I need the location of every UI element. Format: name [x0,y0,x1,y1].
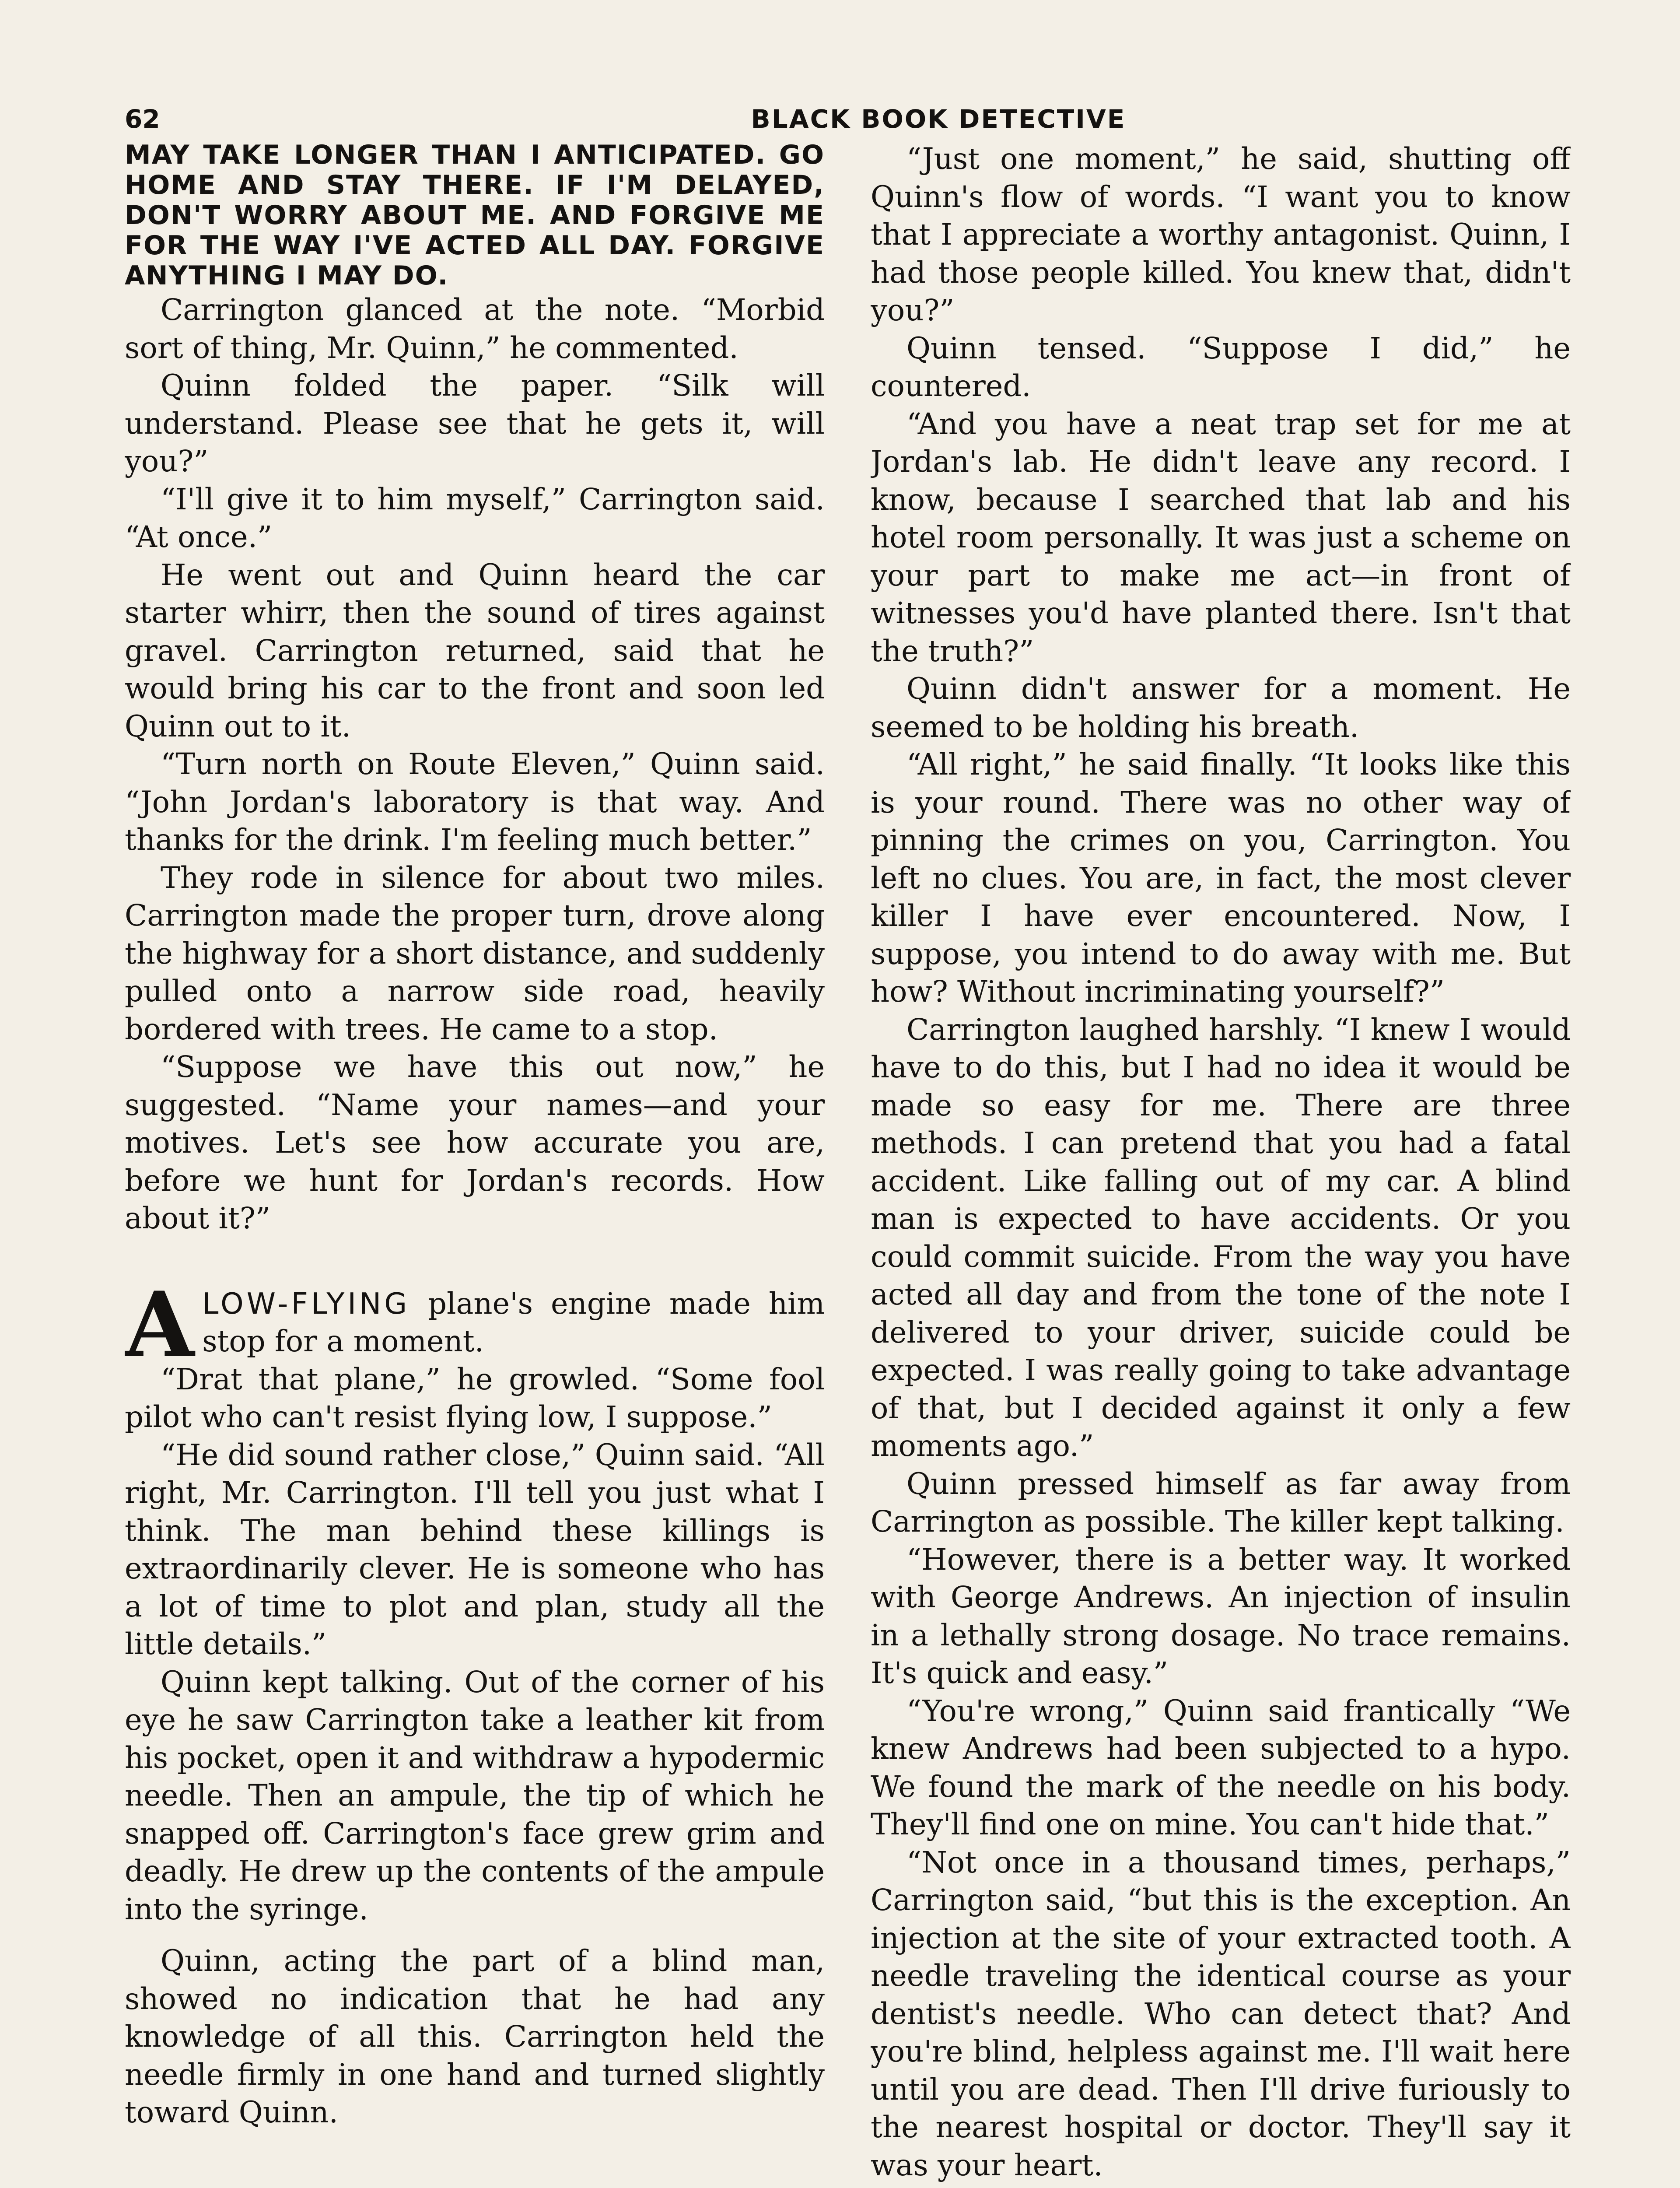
paragraph: Quinn tensed. “Suppose I did,” he countered. [871,331,1571,403]
right-column [871,140,1571,2188]
section-opening-paragraph [125,1272,825,1378]
paragraph: Quinn didn't answer for a moment. He seemed to be holding his breath. [871,672,1571,744]
paragraph: “All right,” he said finally. “It looks like this is your round. There was no other way of pinning the crimes on you, Carrington. You left no clues. You are, in fact, the most clever killer I have ever encountered. Now, I suppose, you intend to do away with me. But how? Without incriminating yourself?” [871,747,1571,1009]
page-header [125,104,1571,139]
note-text: MAY TAKE LONGER THAN I ANTICIPATED. GO HOME AND STAY THERE. IF I'M DELAYED, DON'T WORRY ABOUT ME. AND FORGIVE ME FOR THE WAY I'VE ACTED ALL DAY. FORGIVE ANYTHING I MAY DO. [125,140,825,291]
paragraph: They rode in silence for about two miles. Carrington made the proper turn, drove along the highway for a short distance, and suddenly pulled onto a narrow side road, heavily bordered with trees. He came to a stop. [125,860,825,1046]
left-column [125,140,825,2188]
paragraph: “However, there is a better way. It worked with George Andrews. An injection of insulin in a lethally strong dosage. No trace remains. It's quick and easy.” [871,1542,1571,1690]
drop-cap: A [125,1272,195,1378]
paragraph: “Turn north on Route Eleven,” Quinn said. “John Jordan's laboratory is that way. And thanks for the drink. I'm feeling much better.” [125,747,825,857]
paragraph: Quinn pressed himself as far away from Carrington as possible. The killer kept talking. [871,1466,1571,1539]
paragraph: Quinn, acting the part of a blind man, showed no indication that he had any knowledge of all this. Carrington held the needle firmly in one hand and turned slightly toward Quinn. [125,1944,825,2129]
paragraph: “He did sound rather close,” Quinn said. “All right, Mr. Carrington. I'll tell you just what I think. The man behind these killings is extraordinarily clever. He is someone who has a lot of time to plot and plan, study all the little details.” [125,1438,825,1661]
paragraph: “You're wrong,” Quinn said frantically “We knew Andrews had been subjected to a hypo. We found the mark of the needle on his body. They'll find one on mine. You can't hide that.” [871,1694,1571,1841]
paragraph: “Drat that plane,” he growled. “Some fool pilot who can't resist flying low, I suppose.” [125,1362,825,1434]
paragraph: Quinn folded the paper. “Silk will understand. Please see that he gets it, will you?” [125,368,825,478]
paragraph: Carrington glanced at the note. “Morbid sort of thing, Mr. Quinn,” he commented. [125,293,825,365]
paragraph: “Just one moment,” he said, shutting off Quinn's flow of words. “I want you to know that I appreciate a worthy antagonist. Quinn, I had those people killed. You knew that, didn't you?” [871,142,1571,327]
lead-in-caps: LOW-FLYING [202,1286,410,1321]
page-number: 62 [125,104,160,134]
opening-text: plane's engine made him stop for a moment. [202,1286,825,1358]
paragraph: “And you have a neat trap set for me at Jordan's lab. He didn't leave any record. I know, because I searched that lab and his hotel room personally. It was just a scheme on your part to make me act—in front of witnesses you'd have planted there. Isn't that the truth?” [871,407,1571,668]
paragraph: Quinn kept talking. Out of the corner of his eye he saw Carrington take a leather kit from his pocket, open it and withdraw a hypodermic needle. Then an ampule, the tip of which he snapped off. Carrington's face grew grim and deadly. He drew up the contents of the ampule into the syringe. [125,1665,825,1926]
paragraph: Carrington laughed harshly. “I knew I would have to do this, but I had no idea it would be made so easy for me. There are three methods. I can pretend that you had a fatal accident. Like falling out of my car. A blind man is expected to have accidents. Or you could commit suicide. From the way you have acted all day and from the tone of the note I delivered to your driver, suicide could be expected. I was really going to take advantage of that, but I decided against it only a few moments ago.” [871,1012,1571,1463]
running-title: BLACK BOOK DETECTIVE [751,104,1126,134]
paragraph: “I'll give it to him myself,” Carrington said. “At once.” [125,482,825,554]
paragraph: “Not once in a thousand times, perhaps,” Carrington said, “but this is the exception. An injection at the site of your extracted tooth. A needle traveling the identical course as your dentist's needle. Who can detect that? And you're blind, helpless against me. I'll wait here until you are dead. Then I'll drive furiously to the nearest hospital or doctor. They'll say it was your heart. [871,1845,1571,2182]
paragraph: “Suppose we have this out now,” he suggested. “Name your names—and your motives. Let's see how accurate you are, before we hunt for Jordan's records. How about it?” [125,1050,825,1235]
paragraph: He went out and Quinn heard the car starter whirr, then the sound of tires against gravel. Carrington returned, said that he would bring his car to the front and soon led Quinn out to it. [125,558,825,743]
